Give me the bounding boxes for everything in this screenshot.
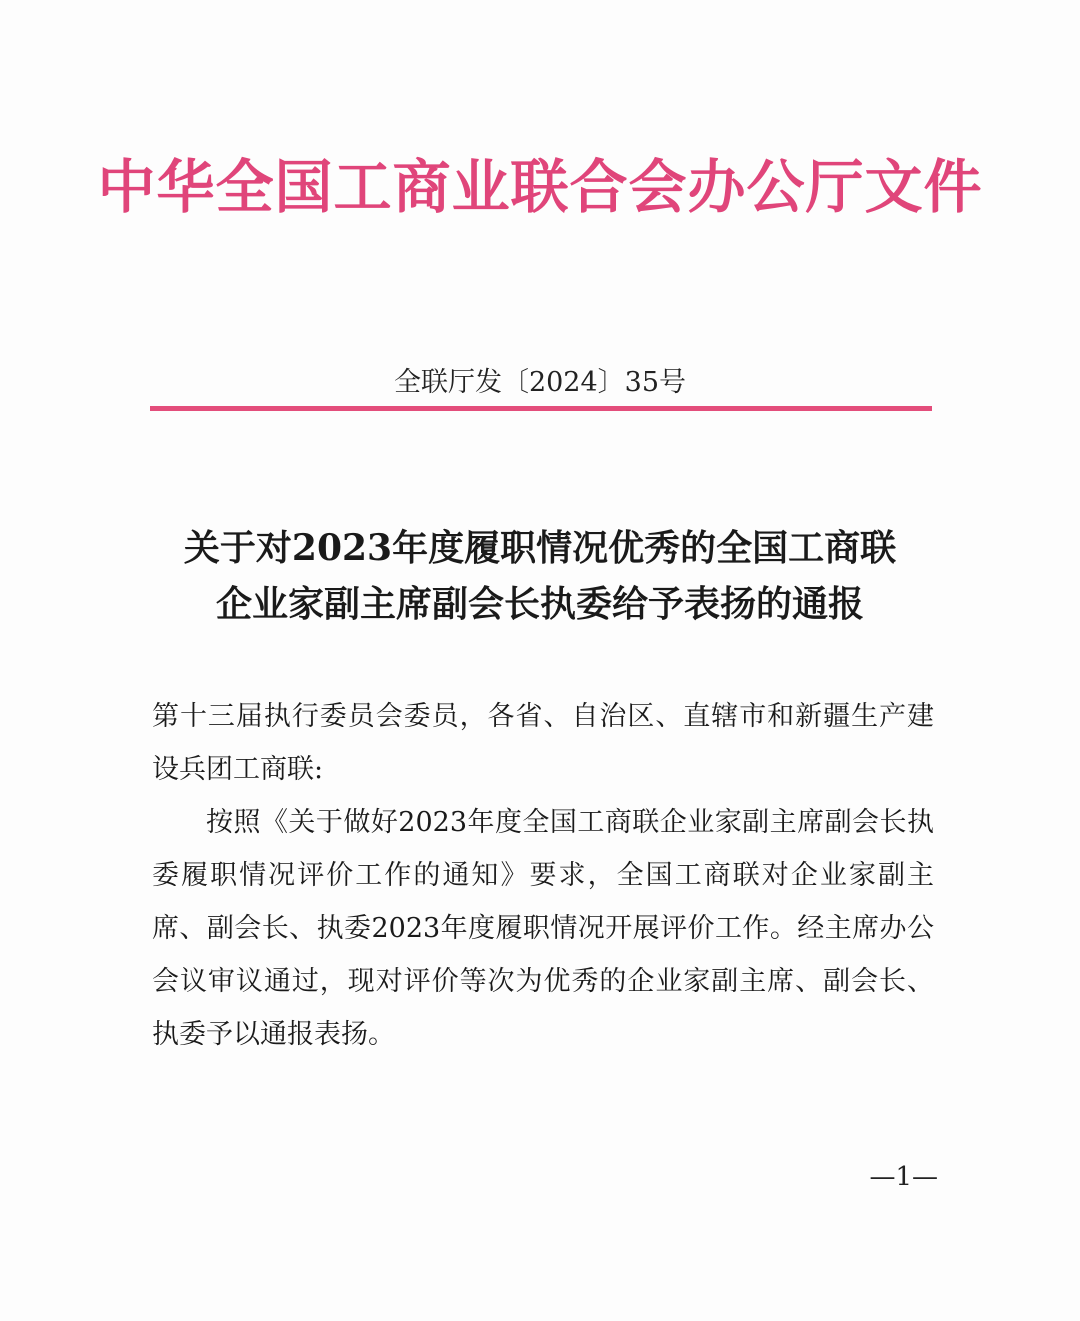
document-body	[152, 690, 934, 1061]
document-title-line-1: 关于对2023年度履职情况优秀的全国工商联	[183, 527, 897, 569]
document-title-line-2: 企业家副主席副会长执委给予表扬的通报	[215, 583, 864, 625]
page-number: —1—	[869, 1162, 938, 1192]
red-separator-line	[150, 406, 932, 411]
issuing-authority-header: 中华全国工商业联合会办公厅文件	[97, 153, 983, 221]
document-number: 全联厅发〔2024〕35号	[393, 367, 687, 398]
document-title	[120, 520, 960, 632]
salutation: 第十三届执行委员会委员，各省、自治区、直辖市和新疆生产建设兵团工商联:	[152, 701, 934, 785]
body-paragraph-1: 按照《关于做好2023年度全国工商联企业家副主席副会长执委履职情况评价工作的通知》要求，全国工商联对企业家副主席、副会长、执委2023年度履职情况开展评价工作。经主席办公会议审议通过，现对评价等次为优秀的企业家副主席、副会长、执委予以通报表扬。	[152, 807, 934, 1050]
